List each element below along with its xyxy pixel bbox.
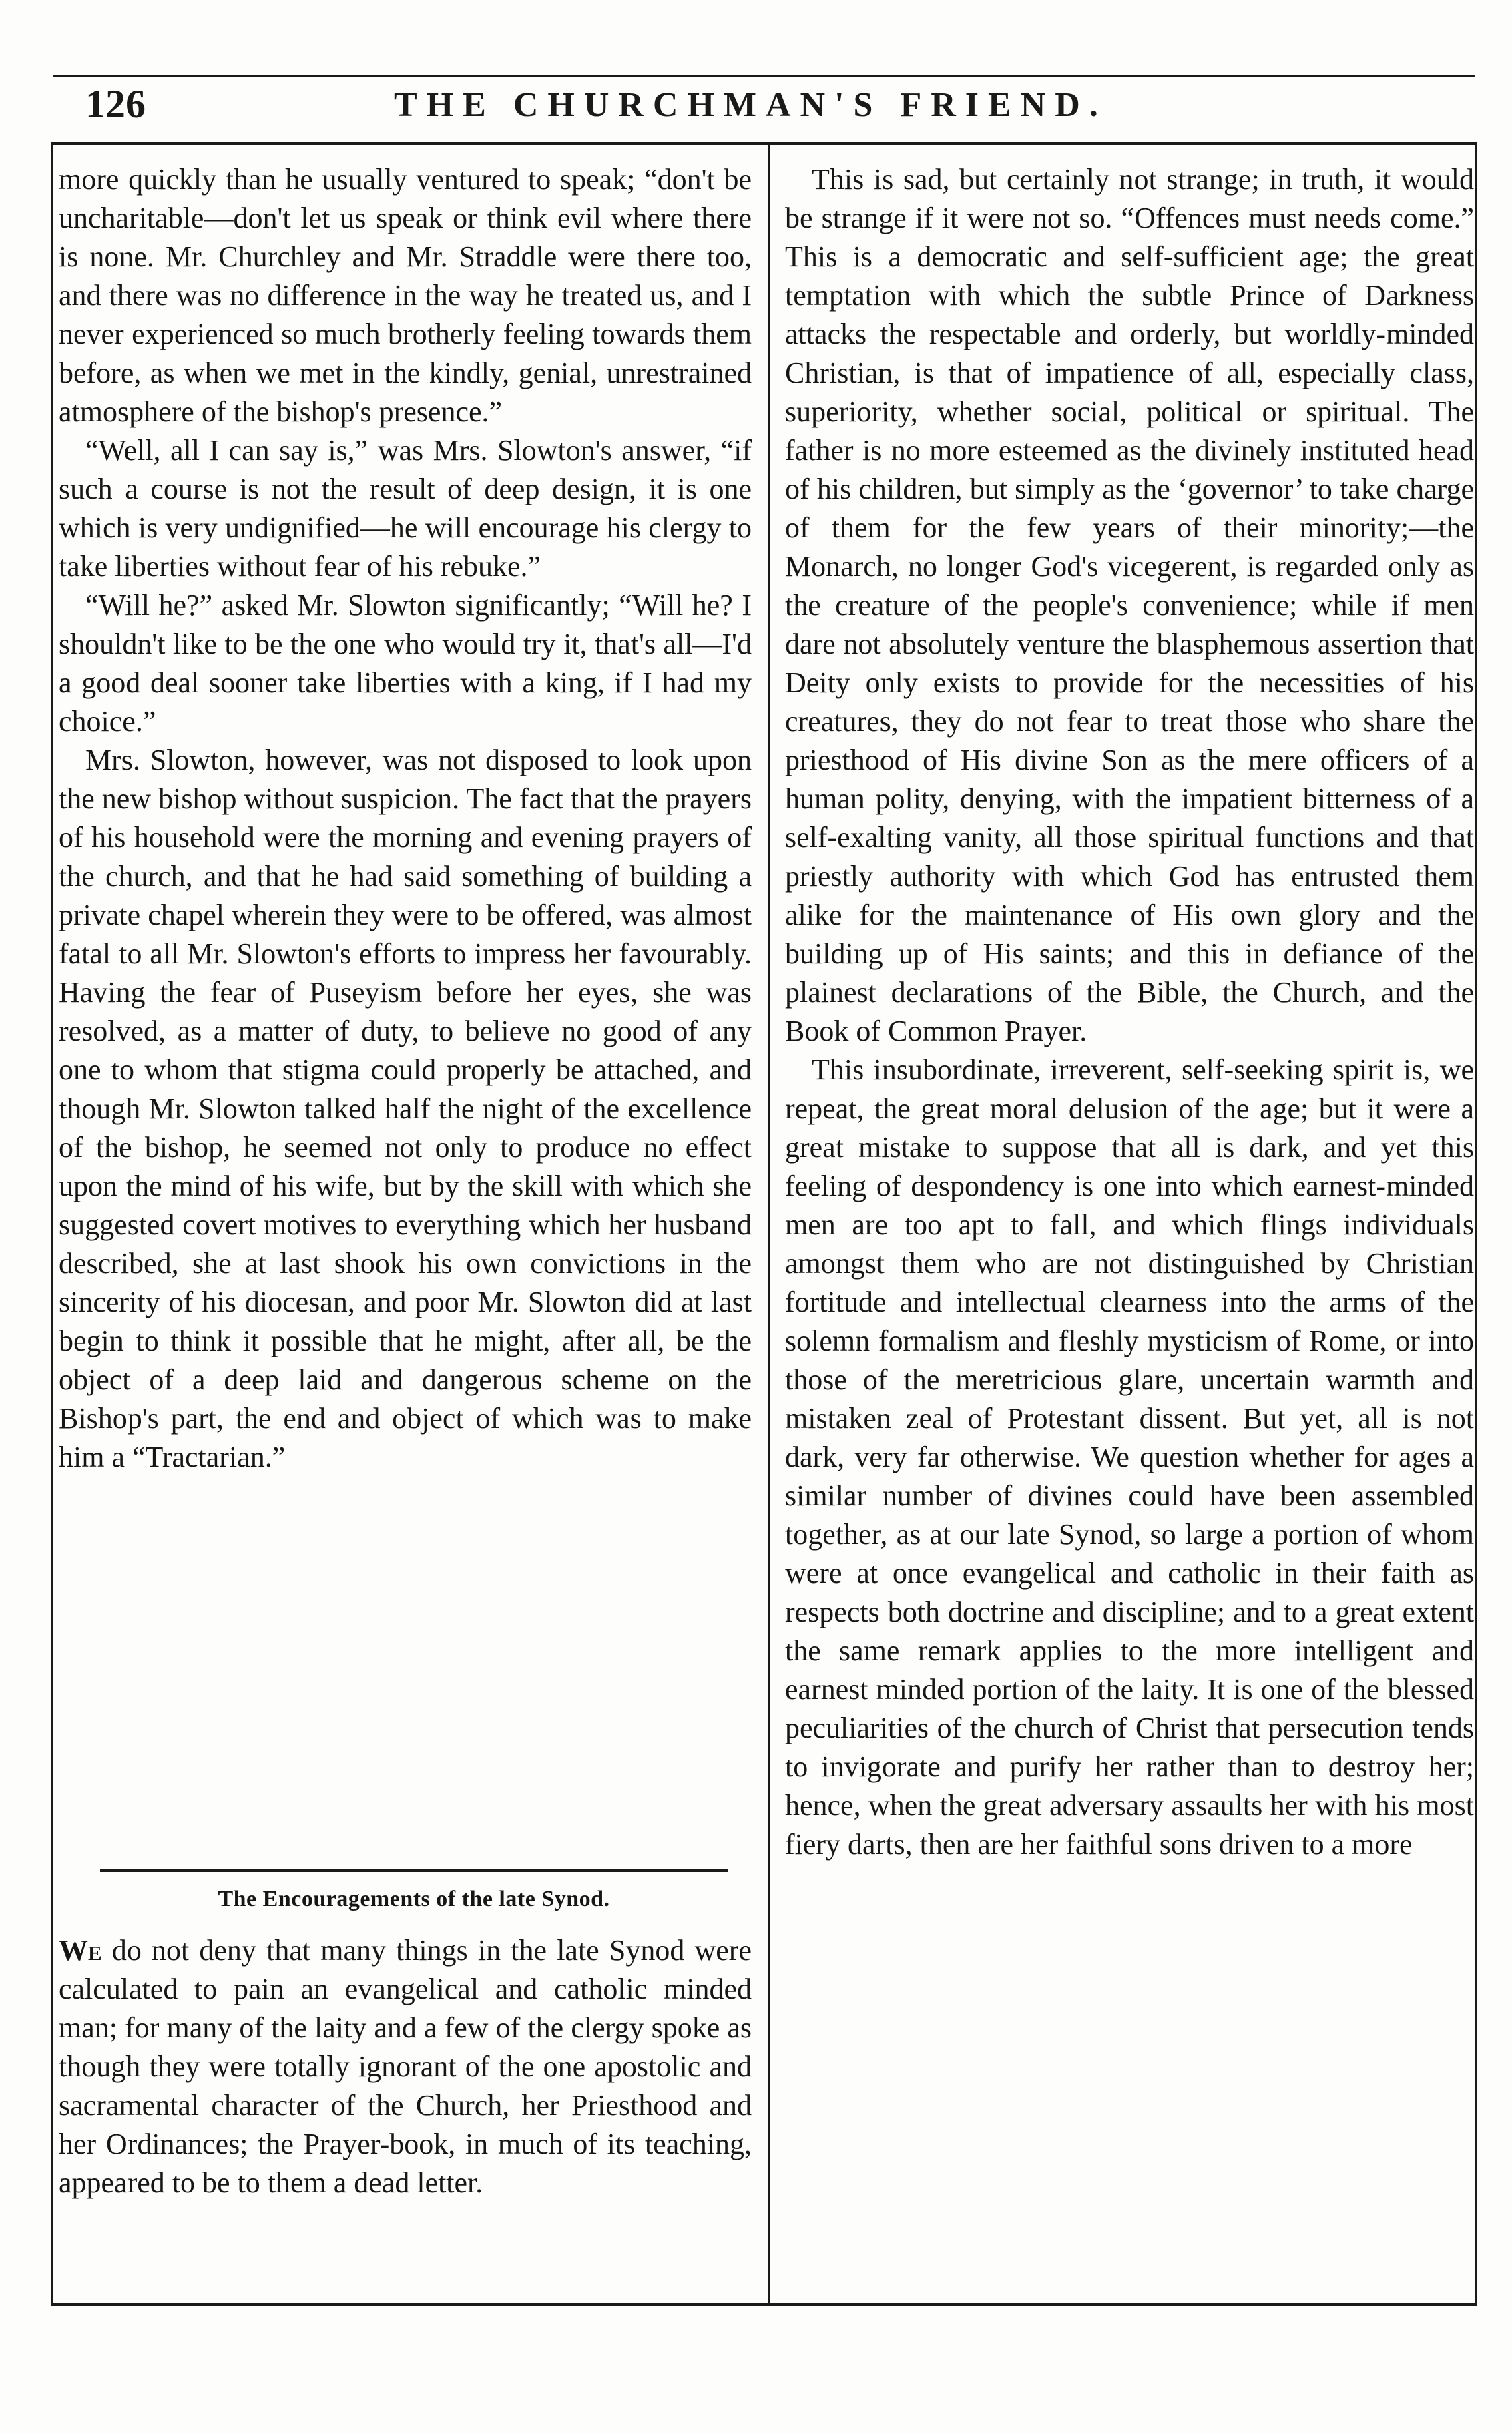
paragraph: Mrs. Slowton, however, was not disposed to look upon the new bishop without suspicion. The fact that the prayers of his household were the morning and evening prayers of the church, and that he had said something of building a private chapel wherein they were to be offered, was almost fatal to all Mr. Slowton's efforts to impress her favourably. Having the fear of Puseyism before her eyes, she was resolved, as a matter of duty, to believe no good of any one to whom that stigma could properly be attached, and though Mr. Slowton talked half the night of the excellence of the bishop, he seemed not only to produce no effect upon the mind of his wife, but by the skill with which she suggested covert motives to everything which her husband described, she at last shook his own convictions in the sincerity of his diocesan, and poor Mr. Slowton did at last begin to think it possible that he might, after all, be the object of a deep laid and dangerous scheme on the Bishop's part, the end and object of which was to make him a “Tractarian.” [59, 744, 752, 1473]
running-title: THE CHURCHMAN'S FRIEND. [394, 86, 1107, 124]
paragraph: This is sad, but certainly not strange; in truth, it would be strange if it were not so. “Offences must needs come.” This is a democratic and self-sufficient age; the great temptation with which the subtle Prince of Darkness attacks the respectable and orderly, but worldly-minded Christian, is that of impatience of all, especially class, superiority, whether social, political or spiritual. The father is no more esteemed as the divinely instituted head of his children, but simply as the ‘governor’ to take charge of them for the few years of their minority;—the Monarch, no longer God's vicegerent, is regarded only as the creature of the people's convenience; while if men dare not absolutely venture the blasphemous assertion that Deity only exists to provide for the necessities of his creatures, they do not fear to treat those who share the priesthood of His divine Son as the mere officers of a human polity, denying, with the impatient bitterness of a self-exalting vanity, all those spiritual functions and that priestly authority with which God has entrusted them alike for the maintenance of His own glory and the building up of His saints; and this in defiance of the plainest declarations of the Bible, the Church, and the Book of Common Prayer. [785, 163, 1474, 1047]
top-border-rule [53, 75, 1475, 77]
right-column-article [785, 160, 1474, 2290]
paragraph: “Well, all I can say is,” was Mrs. Slowton's answer, “if such a course is not the result of deep design, it is one which is very undignified—he will encourage his clergy to take liberties without fear of his rebuke.” [59, 434, 752, 583]
left-border-rule [51, 142, 53, 2304]
column-separator [768, 142, 770, 2304]
left-column-story [59, 160, 752, 1856]
paragraph-text: do not deny that many things in the late Synod were calculated to pain an evangelical and catholic minded man; for many of the laity and a few of the clergy spoke as though they were totally ignorant of the one apostolic and sacramental character of the Church, her Priesthood and her Ordinances; the Prayer-book, in much of its teaching, appeared to be to them a dead letter. [59, 1934, 752, 2199]
section-separator-rule [100, 1869, 728, 1872]
right-border-rule [1475, 142, 1477, 2304]
header-underline [53, 142, 1475, 145]
lead-word: We [59, 1934, 102, 1967]
paragraph: This insubordinate, irreverent, self-seeking spirit is, we repeat, the great moral delusion of the age; but it were a great mistake to suppose that all is dark, and yet this feeling of despondency is one into which earnest-minded men are too apt to fall, and which flings individuals amongst them who are not distinguished by Christian fortitude and intellectual clearness into the arms of the solemn formalism and fleshly mysticism of Rome, or into those of the meretricious glare, uncertain warmth and mistaken zeal of Protestant dissent. But yet, all is not dark, very far otherwise. We question whether for ages a similar number of divines could have been assembled together, as at our late Synod, so large a portion of whom were at once evangelical and catholic in their faith as respects both doctrine and discipline; and to a great extent the same remark applies to the more intelligent and earnest minded portion of the laity. It is one of the blessed peculiarities of the church of Christ that persecution tends to invigorate and purify her rather than to destroy her; hence, when the great adversary assaults her with his most fiery darts, then are her faithful sons driven to a more [785, 1053, 1474, 1861]
paragraph: more quickly than he usually ventured to speak; “don't be uncharitable—don't let us speak or think evil where there is none. Mr. Churchley and Mr. Straddle were there too, and there was no difference in the way he treated us, and I never experienced so much brotherly feeling towards them before, as when we met in the kindly, genial, unrestrained atmosphere of the bishop's presence.” [59, 163, 752, 428]
section-heading: The Encouragements of the late Synod. [218, 1887, 610, 1911]
paragraph [59, 1931, 752, 2202]
paragraph: “Will he?” asked Mr. Slowton significantly; “Will he? I shouldn't like to be the one who would try it, that's all—I'd a good deal sooner take liberties with a king, if I had my choice.” [59, 589, 752, 738]
bottom-border-rule [51, 2303, 1477, 2306]
page-number: 126 [85, 82, 146, 126]
left-column-article [59, 1931, 752, 2284]
